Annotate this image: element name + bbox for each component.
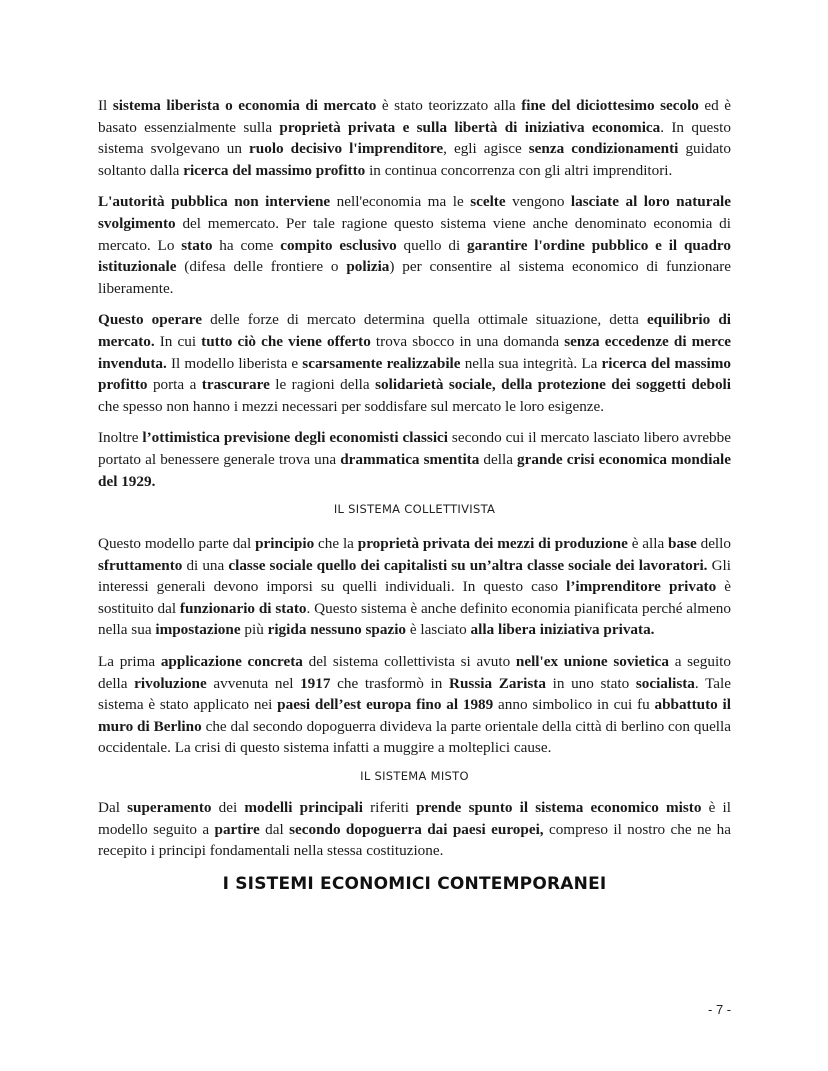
heading-sistema-misto: IL SISTEMA MISTO <box>360 769 469 784</box>
bold-run: classe sociale quello dei capitalisti su un’altra classe sociale dei lavoratori. <box>228 556 708 574</box>
bold-run: superamento <box>127 799 212 817</box>
bold-run: solidarietà sociale, della protezione dei soggetti deboli <box>375 376 732 394</box>
text-run: che trasformò in <box>330 674 449 692</box>
text-run: ha come <box>212 236 281 254</box>
text-run: le ragioni della <box>269 376 376 394</box>
text-run: nella sua integrità. La <box>460 354 602 372</box>
bold-run: partire <box>214 820 260 838</box>
paragraph-equilibrio-mercato <box>98 309 731 417</box>
text-run: La prima <box>98 653 161 671</box>
text-run: Il <box>98 97 113 114</box>
bold-run: senza eccedenze di merce invenduta. <box>98 332 731 372</box>
text-run: Questo modello parte dal <box>98 535 256 553</box>
bold-run: polizia <box>346 258 390 276</box>
text-run: in uno stato <box>545 674 636 692</box>
text-run: ) per consentire al sistema economico di funzionare liberamente. <box>98 258 731 297</box>
text-run: a seguito della <box>98 653 731 692</box>
text-run: guidato soltanto dalla <box>98 140 732 179</box>
bold-run: secondo dopoguerra dai paesi europei, <box>289 820 544 838</box>
text-run: che dal secondo dopoguerra divideva la parte orientale della città di berlino con quella occidentale. La crisi di questo sistema infatti a muggire a molteplici cause. <box>98 717 731 757</box>
bold-run: sistema liberista o economia di mercato <box>112 97 377 114</box>
text-run: , egli agisce <box>443 140 529 158</box>
text-run: dello <box>696 535 731 553</box>
bold-run: alla libera iniziativa privata. <box>470 621 655 639</box>
bold-run: l’ottimistica previsione degli economisti classici <box>142 429 449 447</box>
paragraph-autorita-pubblica <box>98 191 731 299</box>
text-run: della <box>479 450 518 468</box>
text-run: che spesso non hanno i mezzi necessari per soddisfare sul mercato le loro esigenze. <box>98 397 605 415</box>
text-run: compreso il nostro che ne ha recepito i principi fondamentali nella stessa costituzione. <box>98 820 731 860</box>
text-run: ed è basato essenzialmente sulla <box>98 97 732 136</box>
paragraph-unione-sovietica <box>98 651 731 759</box>
text-run: è alla <box>627 535 669 553</box>
text-run: . Questo sistema è anche definito economia pianificata perché almeno nella sua <box>98 599 731 639</box>
heading-sistema-collettivista: IL SISTEMA COLLETTIVISTA <box>333 502 496 517</box>
bold-run: compito esclusivo <box>280 236 397 254</box>
text-run: (difesa delle frontiere o <box>176 258 347 276</box>
text-run: In cui <box>154 332 202 350</box>
bold-run: lasciate al loro naturale svolgimento <box>98 193 731 232</box>
page-number: - 7 - <box>708 1002 732 1017</box>
bold-run: prende spunto il sistema economico misto <box>416 799 702 817</box>
bold-run: equilibrio di mercato. <box>98 311 731 350</box>
text-run: vengono <box>505 193 571 211</box>
bold-run: base <box>668 535 697 553</box>
text-run: secondo cui il mercato lasciato libero avrebbe portato al benessere generale trova una <box>98 429 731 468</box>
paragraph-sistema-misto <box>98 797 731 862</box>
bold-run: abbattuto il muro di Berlino <box>98 696 731 735</box>
paragraph-liberista-intro <box>98 95 731 181</box>
bold-run: senza condizionamenti <box>528 140 679 158</box>
text-run: è lasciato <box>406 621 471 639</box>
bold-run: scarsamente realizzabile <box>302 354 461 372</box>
text-run: che la <box>314 535 358 553</box>
bold-run: rigida nessuno spazio <box>267 621 407 639</box>
text-run: anno simbolico in cui fu <box>493 696 655 714</box>
bold-run: impostazione <box>155 621 241 639</box>
bold-run: L'autorità pubblica non interviene <box>98 193 331 211</box>
text-run: è il modello seguito a <box>98 799 731 838</box>
section-title: I SISTEMI ECONOMICI CONTEMPORANEI <box>222 873 607 894</box>
bold-run: Russia Zarista <box>449 674 546 692</box>
bold-run: fine del diciottesimo secolo <box>521 97 699 114</box>
text-run: dei <box>211 799 245 817</box>
text-run: più <box>240 621 268 639</box>
bold-run: trascurare <box>201 376 270 394</box>
text-run: del sistema collettivista si avuto <box>302 653 516 671</box>
text-run: avvenuta nel <box>206 674 301 692</box>
bold-run: sfruttamento <box>98 556 183 574</box>
bold-run: funzionario di stato <box>179 599 307 617</box>
text-run: Inoltre <box>98 429 143 447</box>
text-run: trova sbocco in una domanda <box>370 332 565 350</box>
bold-run: modelli principali <box>244 799 363 817</box>
text-run: in continua concorrenza con gli altri imprenditori. <box>365 161 673 179</box>
document-body <box>98 95 731 894</box>
text-run: di una <box>182 556 229 574</box>
bold-run: drammatica smentita <box>340 450 480 468</box>
text-run: Dal <box>98 799 128 817</box>
bold-run: ricerca del massimo profitto <box>98 354 731 394</box>
bold-run: proprietà privata e sulla libertà di iniziativa economica <box>279 118 661 136</box>
bold-run: rivoluzione <box>134 674 207 692</box>
bold-run: 1917 <box>300 674 331 692</box>
bold-run: garantire l'ordine pubblico e il quadro istituzionale <box>98 236 731 276</box>
text-run: delle forze di mercato determina quella ottimale situazione, detta <box>202 311 647 329</box>
text-run: . In questo sistema svolgevano un <box>98 118 731 158</box>
text-run: nell'economia ma le <box>330 193 471 211</box>
bold-run: stato <box>181 236 213 254</box>
bold-run: scelte <box>470 193 506 211</box>
bold-run: proprietà privata dei mezzi di produzione <box>357 535 628 553</box>
bold-run: paesi dell’est europa fino al 1989 <box>277 696 494 714</box>
text-run: . Tale sistema è stato applicato nei <box>98 674 731 714</box>
bold-run: l’imprenditore privato <box>566 578 717 596</box>
text-run: dal <box>259 820 290 838</box>
bold-run: ricerca del massimo profitto <box>183 161 366 179</box>
paragraph-crisi-1929 <box>98 427 731 492</box>
bold-run: Questo operare <box>98 311 202 329</box>
text-run: porta a <box>147 376 202 394</box>
text-run: è stato teorizzato alla <box>376 97 522 114</box>
text-run: Il modello liberista e <box>166 354 303 372</box>
text-run: riferiti <box>362 799 417 817</box>
text-run: del memercato. Per tale ragione questo sistema viene anche denominato economia di mercato. Lo <box>98 214 731 254</box>
bold-run: tutto ciò che viene offerto <box>201 332 371 350</box>
text-run: quello di <box>396 236 467 254</box>
bold-run: nell'ex unione sovietica <box>515 653 669 671</box>
text-run: Gli interessi generali devono imporsi su quelli individuali. In questo caso <box>98 556 731 596</box>
paragraph-collettivista-principio <box>98 533 731 641</box>
bold-run: socialista <box>635 674 695 692</box>
text-run: è sostituito dal <box>98 578 731 617</box>
bold-run: principio <box>255 535 315 553</box>
bold-run: applicazione concreta <box>160 653 303 671</box>
bold-run: grande crisi economica mondiale del 1929. <box>98 450 731 490</box>
bold-run: ruolo decisivo l'imprenditore <box>249 140 444 158</box>
